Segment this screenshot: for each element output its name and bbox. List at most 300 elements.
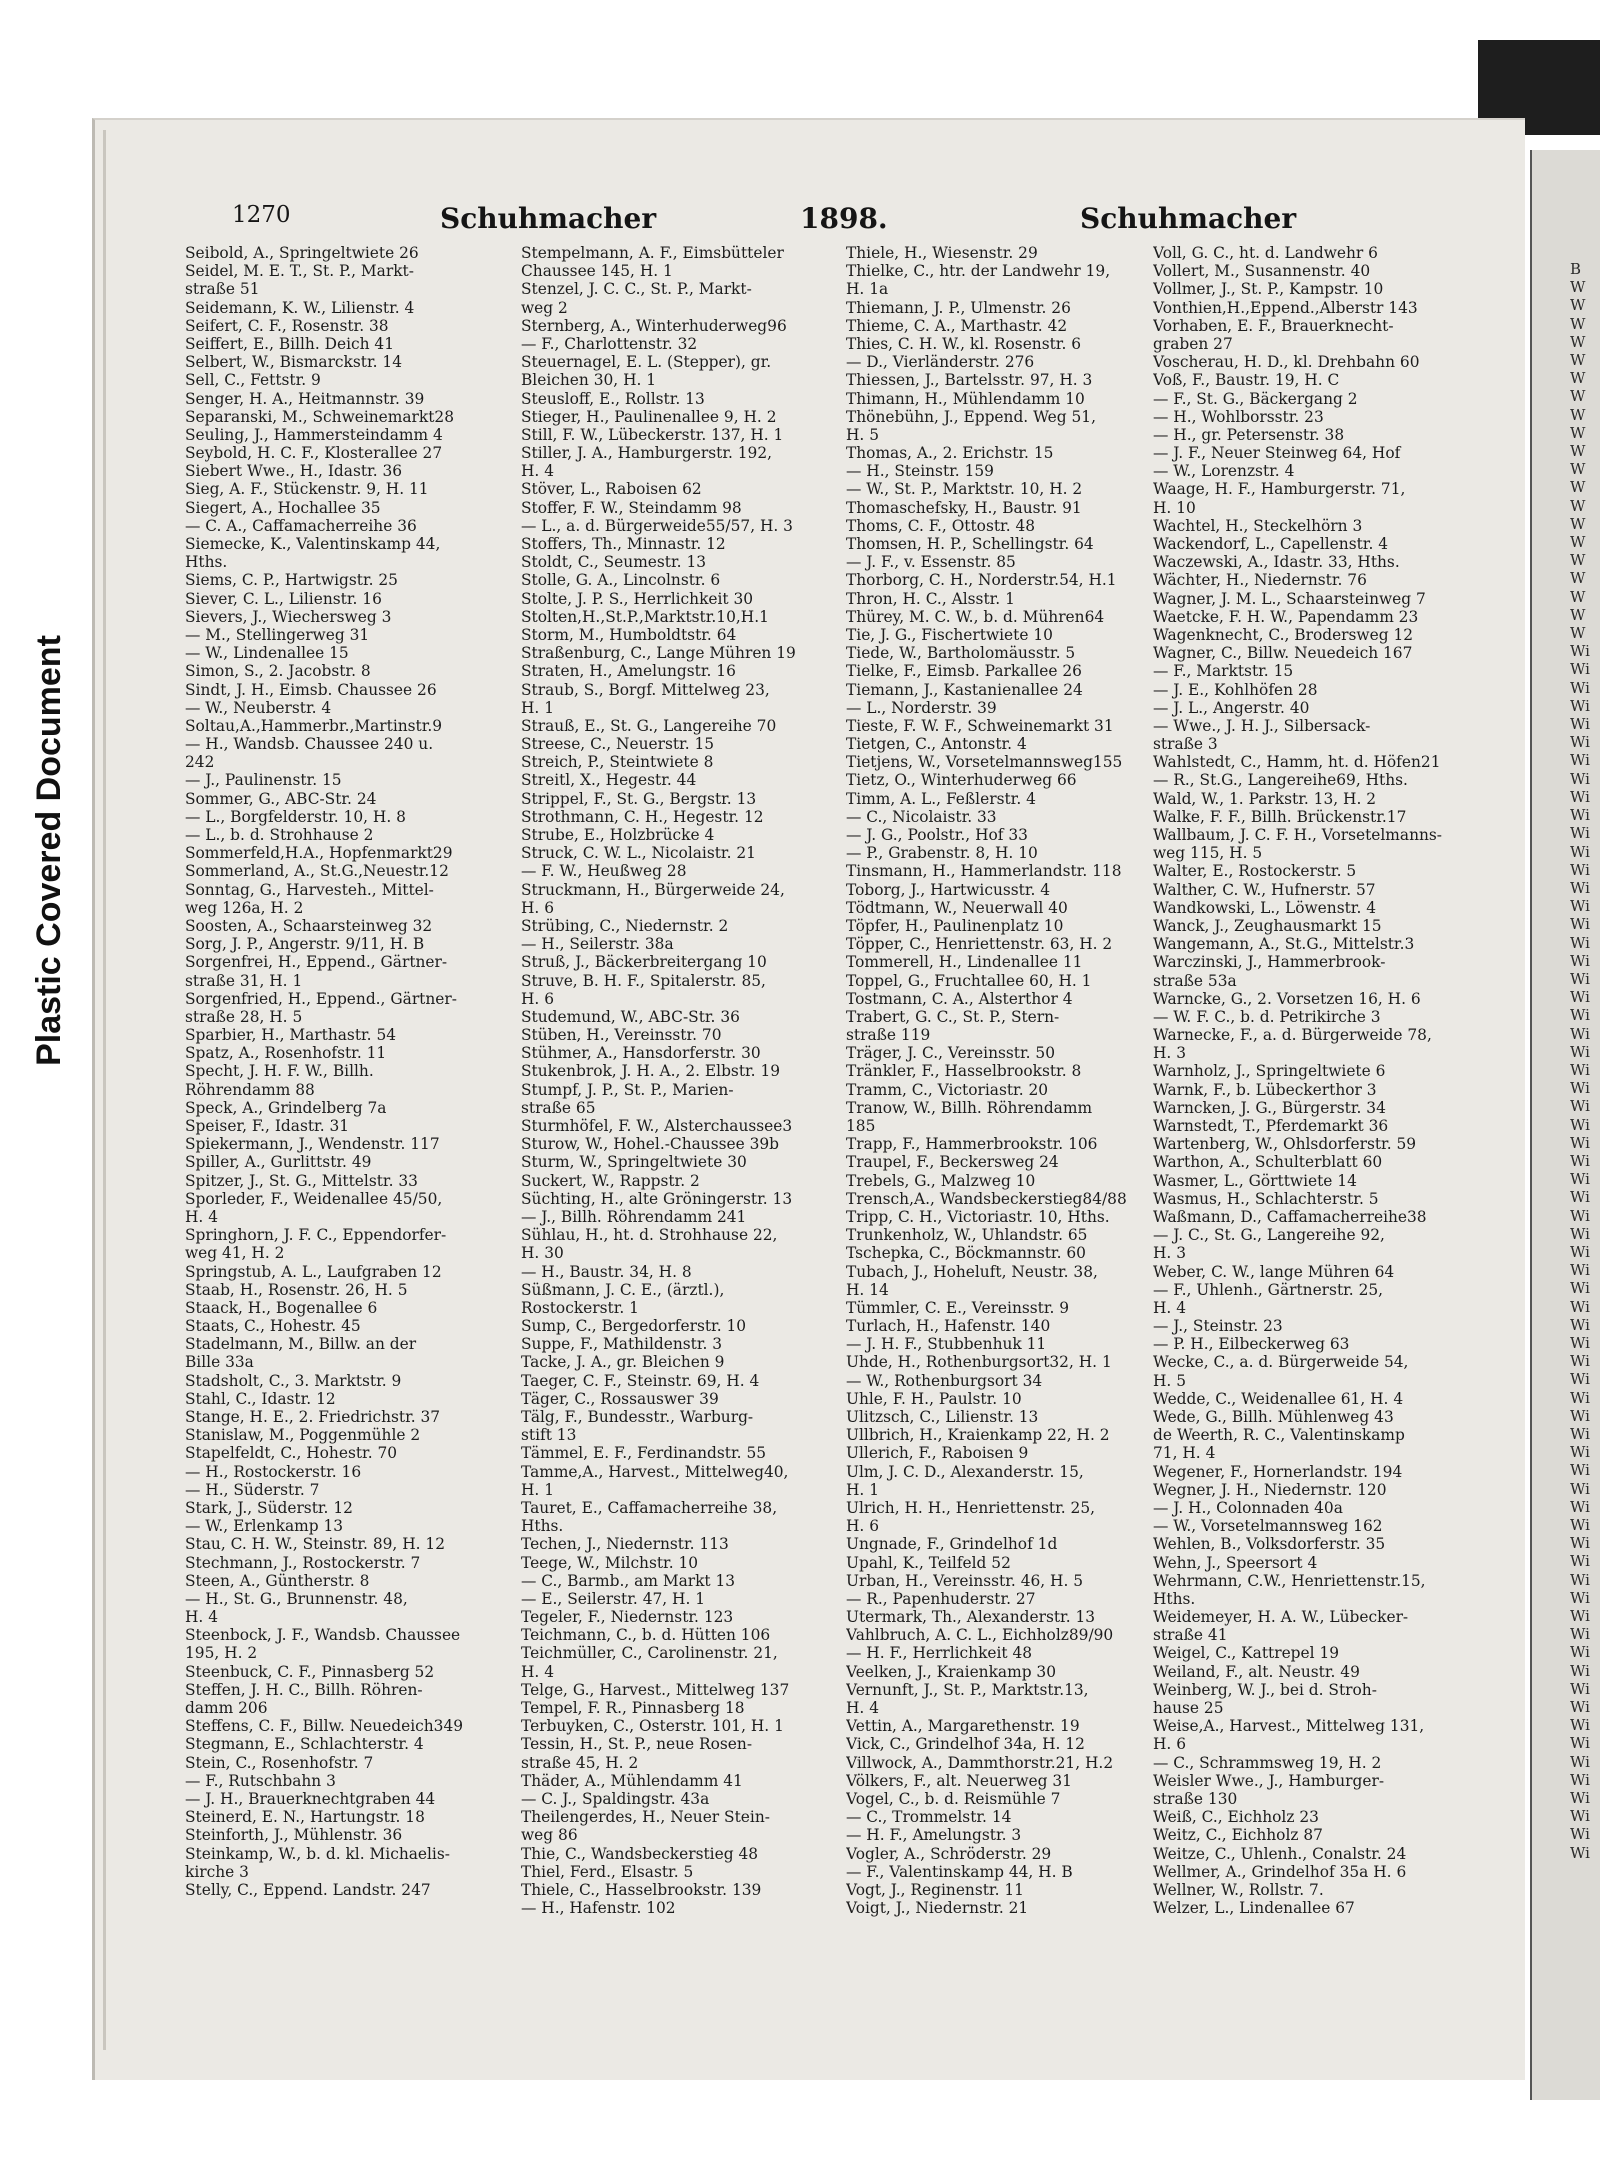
directory-entry-line: H. 4 [185, 1608, 218, 1627]
directory-entry-line: H. 4 [521, 1662, 554, 1681]
directory-entry-line: Stein, C., Rosenhofstr. 7 [185, 1753, 374, 1772]
directory-entry-line: Tämmel, E. F., Ferdinandstr. 55 [521, 1444, 767, 1463]
directory-entry-line: 242 [185, 753, 215, 772]
directory-entry-line: Tubach, J., Hoheluft, Neustr. 38, [846, 1262, 1098, 1281]
adjacent-page-fragment: Wi [1570, 1570, 1590, 1589]
directory-entry-line: — F., St. G., Bäckergang 2 [1153, 389, 1358, 408]
adjacent-page-fragment: Wi [1570, 787, 1590, 806]
directory-entry-line: Thönebühn, J., Eppend. Weg 51, [846, 407, 1096, 426]
entry-column-2 [521, 244, 881, 1917]
entry-column-1 [185, 244, 540, 1899]
directory-entry-line: — H., Süderstr. 7 [185, 1480, 320, 1499]
adjacent-page-fragment: W [1570, 369, 1586, 388]
directory-entry-line: Weigel, C., Kattrepel 19 [1153, 1644, 1340, 1663]
directory-entry-line: Stahl, C., Idastr. 12 [185, 1389, 336, 1408]
directory-entry-line: Villwock, A., Dammthorstr.21, H.2 [846, 1753, 1114, 1772]
directory-entry-line: Siebert Wwe., H., Idastr. 36 [185, 462, 403, 481]
directory-entry-line: — L., b. d. Strohhause 2 [185, 826, 374, 844]
directory-entry-line: Trabert, G. C., St. P., Stern- [846, 1007, 1060, 1026]
directory-entry-line: — H., Steinstr. 159 [846, 462, 994, 481]
adjacent-page-fragment: Wi [1570, 1388, 1590, 1407]
adjacent-page-fragment: Wi [1570, 1843, 1590, 1862]
directory-entry-line: — P. H., Eilbeckerweg 63 [1153, 1335, 1350, 1354]
directory-entry-line: Wegner, J. H., Niedernstr. 120 [1153, 1480, 1387, 1499]
adjacent-page-fragment: W [1570, 533, 1586, 552]
directory-entry-line: Warnk, F., b. Lübeckerthor 3 [1153, 1080, 1377, 1099]
directory-entry-line: Soosten, A., Schaarsteinweg 32 [185, 916, 433, 935]
adjacent-page-fragment: Wi [1570, 988, 1590, 1007]
directory-entry-line: straße 130 [1153, 1789, 1238, 1808]
directory-entry-line: Tessin, H., St. P., neue Rosen- [521, 1735, 753, 1754]
directory-entry-line: Tieste, F. W. F., Schweinemarkt 31 [846, 716, 1114, 735]
directory-entry-line: Bille 33a [185, 1353, 254, 1372]
directory-entry-line: — P., Grabenstr. 8, H. 10 [846, 844, 1038, 863]
adjacent-page-fragment: Wi [1570, 1097, 1590, 1116]
directory-entry-line: — W., Lindenallee 15 [185, 644, 349, 663]
directory-entry-line: straße 3 [1153, 735, 1218, 754]
directory-entry-line: Strübing, C., Niedernstr. 2 [521, 916, 729, 935]
adjacent-page-fragment: Wi [1570, 1006, 1590, 1025]
directory-entry-line: — H., Baustr. 34, H. 8 [521, 1262, 692, 1281]
directory-entry-line: Stiller, J. A., Hamburgerstr. 192, [521, 444, 773, 463]
directory-entry-line: H. 1 [521, 1480, 554, 1499]
directory-entry-line: Stühmer, A., Hansdorferstr. 30 [521, 1044, 761, 1063]
directory-entry-line: Tiemann, J., Kastanienallee 24 [846, 680, 1083, 699]
directory-entry-line: Vollmer, J., St. P., Kampstr. 10 [1153, 280, 1384, 299]
adjacent-page-fragment: Wi [1570, 1734, 1590, 1753]
directory-entry-line: Tietjens, W., Vorsetelmannsweg155 [846, 753, 1123, 772]
directory-entry-line: Senger, H. A., Heitmannstr. 39 [185, 389, 425, 408]
directory-entry-line: Stoldt, C., Seumestr. 13 [521, 553, 707, 572]
directory-entry-line: Tödtmann, W., Neuerwall 40 [846, 898, 1068, 917]
directory-entry-line: — H. F., Herrlichkeit 48 [846, 1644, 1033, 1663]
directory-entry-line: Wandkowski, L., Löwenstr. 4 [1153, 898, 1377, 917]
directory-entry-line: weg 41, H. 2 [185, 1244, 285, 1263]
directory-entry-line: Wehrmann, C.W., Henriettenstr.15, [1153, 1571, 1426, 1590]
directory-entry-line: Sommerland, A., St.G.,Neuestr.12 [185, 862, 449, 881]
directory-entry-line: Urban, H., Vereinsstr. 46, H. 5 [846, 1571, 1084, 1590]
directory-entry-line: Stoffer, F. W., Steindamm 98 [521, 498, 742, 517]
directory-entry-line: Straßenburg, C., Lange Mühren 19 [521, 644, 796, 663]
directory-entry-line: H. 3 [1153, 1044, 1186, 1063]
directory-entry-line: Storm, M., Humboldtstr. 64 [521, 625, 737, 644]
adjacent-page-fragment: B [1570, 260, 1582, 278]
directory-entry-line: Wallbaum, J. C. F. H., Vorsetelmanns- [1153, 826, 1442, 844]
directory-entry-line: — L., a. d. Bürgerweide55/57, H. 3 [521, 516, 793, 535]
directory-entry-line: Sorgenfrei, H., Eppend., Gärtner- [185, 953, 448, 972]
adjacent-page-fragment: Wi [1570, 1661, 1590, 1680]
directory-entry-line: Steenbuck, C. F., Pinnasberg 52 [185, 1662, 435, 1681]
directory-entry-line: — J., Steinstr. 23 [1153, 1317, 1283, 1336]
directory-entry-line: Staack, H., Bogenallee 6 [185, 1298, 378, 1317]
directory-entry-line: H. 5 [846, 425, 879, 444]
directory-entry-line: H. 1a [846, 280, 889, 299]
directory-entry-line: Thieme, C. A., Marthastr. 42 [846, 316, 1068, 335]
adjacent-page-fragment: Wi [1570, 1425, 1590, 1443]
directory-entry-line: 185 [846, 1117, 876, 1135]
directory-entry-line: Turlach, H., Hafenstr. 140 [846, 1317, 1051, 1336]
directory-entry-line: Teege, W., Milchstr. 10 [521, 1553, 699, 1572]
directory-entry-line: Uhle, F. H., Paulstr. 10 [846, 1389, 1022, 1408]
directory-entry-line: — H., Seilerstr. 38a [521, 935, 674, 954]
adjacent-page-fragment: Wi [1570, 878, 1590, 897]
directory-entry-line: Steffen, J. H. C., Billh. Röhren- [185, 1680, 423, 1699]
directory-entry-line: Tränkler, F., Hasselbrookstr. 8 [846, 1062, 1082, 1081]
directory-entry-line: — H., Wandsb. Chaussee 240 u. [185, 735, 434, 754]
directory-entry-line: Wehn, J., Speersort 4 [1153, 1553, 1318, 1572]
adjacent-page-fragment: Wi [1570, 969, 1590, 988]
directory-entry-line: Vogler, A., Schröderstr. 29 [846, 1844, 1052, 1863]
directory-entry-line: Wangemann, A., St.G., Mittelstr.3 [1153, 935, 1415, 954]
adjacent-page-fragment: Wi [1570, 897, 1590, 916]
directory-entry-line: Sturow, W., Hohel.-Chaussee 39b [521, 1135, 780, 1154]
directory-entry-line: Weiß, C., Eichholz 23 [1153, 1808, 1319, 1827]
directory-entry-line: Töpper, C., Henriettenstr. 63, H. 2 [846, 935, 1113, 954]
directory-entry-line: Wagenknecht, C., Brodersweg 12 [1153, 625, 1414, 644]
directory-entry-line: Töpfer, H., Paulinenplatz 10 [846, 916, 1064, 935]
directory-entry-line: Steinforth, J., Mühlenstr. 36 [185, 1826, 403, 1845]
adjacent-page-fragment: Wi [1570, 1807, 1590, 1826]
directory-entry-line: Seibold, A., Springeltwiete 26 [185, 244, 419, 262]
directory-entry-line: Siems, C. P., Hartwigstr. 25 [185, 571, 398, 590]
directory-entry-line: Ullbrich, H., Kraienkamp 22, H. 2 [846, 1426, 1110, 1445]
directory-entry-line: Warnholz, J., Springeltwiete 6 [1153, 1062, 1386, 1081]
directory-entry-line: Stumpf, J. P., St. P., Marien- [521, 1080, 734, 1099]
directory-entry-line: — J. L., Angerstr. 40 [1153, 698, 1310, 717]
adjacent-page-fragment: Wi [1570, 951, 1590, 970]
directory-entry-line: — R., Papenhuderstr. 27 [846, 1589, 1036, 1608]
directory-entry-line: Sturmhöfel, F. W., Alsterchaussee3 [521, 1117, 793, 1135]
directory-entry-line: Tostmann, C. A., Alsterthor 4 [846, 989, 1073, 1008]
directory-entry-line: Wahlstedt, C., Hamm, ht. d. Höfen21 [1153, 753, 1441, 772]
directory-entry-line: Sievers, J., Wiechersweg 3 [185, 607, 392, 626]
directory-entry-line: Stelly, C., Eppend. Landstr. 247 [185, 1880, 431, 1899]
directory-entry-line: Thiele, H., Wiesenstr. 29 [846, 244, 1038, 262]
directory-entry-line: — J., Paulinenstr. 15 [185, 771, 342, 790]
directory-entry-line: Waczewski, A., Idastr. 33, Hths. [1153, 553, 1400, 572]
directory-entry-line: — W., Rothenburgsort 34 [846, 1371, 1043, 1390]
adjacent-page-fragment: Wi [1570, 1133, 1590, 1152]
directory-entry-line: Süchting, H., alte Gröningerstr. 13 [521, 1189, 793, 1208]
adjacent-page-fragment: Wi [1570, 1206, 1590, 1225]
adjacent-page-fragment: Wi [1570, 1588, 1590, 1607]
directory-entry-line: Thiessen, J., Bartelsstr. 97, H. 3 [846, 371, 1093, 390]
directory-entry-line: Röhrendamm 88 [185, 1080, 315, 1099]
directory-entry-line: Wedde, C., Weidenallee 61, H. 4 [1153, 1389, 1404, 1408]
directory-entry-line: Tie, J. G., Fischertwiete 10 [846, 625, 1053, 644]
directory-entry-line: Stenzel, J. C. C., St. P., Markt- [521, 280, 752, 299]
directory-entry-line: Tielke, F., Eimsb. Parkallee 26 [846, 662, 1082, 681]
directory-entry-line: — W., Lorenzstr. 4 [1153, 462, 1295, 481]
directory-entry-line: Tramm, C., Victoriastr. 20 [846, 1080, 1049, 1099]
directory-entry-line: Ulitzsch, C., Lilienstr. 13 [846, 1408, 1039, 1426]
left-running-title: Schuhmacher [440, 202, 657, 235]
directory-entry-line: weg 115, H. 5 [1153, 844, 1263, 863]
directory-entry-line: Stange, H. E., 2. Friedrichstr. 37 [185, 1408, 441, 1426]
directory-entry-line: Thimann, H., Mühlendamm 10 [846, 389, 1085, 408]
directory-entry-line: Teichmüller, C., Carolinenstr. 21, [521, 1644, 778, 1663]
directory-entry-line: Wecke, C., a. d. Bürgerweide 54, [1153, 1353, 1409, 1372]
directory-entry-line: Tegeler, F., Niedernstr. 123 [521, 1608, 734, 1627]
directory-entry-line: Trebels, G., Malzweg 10 [846, 1171, 1036, 1190]
directory-entry-line: Waage, H. F., Hamburgerstr. 71, [1153, 480, 1406, 499]
adjacent-page-fragment: Wi [1570, 1242, 1590, 1261]
directory-entry-line: Stolte, J. P. S., Herrlichkeit 30 [521, 589, 754, 608]
directory-entry-line: Thron, H. C., Alsstr. 1 [846, 589, 1015, 608]
directory-entry-line: Sternberg, A., Winterhuderweg96 [521, 316, 787, 335]
directory-entry-line: Weisler Wwe., J., Hamburger- [1153, 1771, 1385, 1790]
directory-entry-line: — C. A., Caffamacherreihe 36 [185, 516, 417, 535]
directory-entry-line: Stempelmann, A. F., Eimsbütteler [521, 244, 784, 262]
directory-entry-line: straße 119 [846, 1026, 931, 1045]
directory-entry-line: Stadelmann, M., Billw. an der [185, 1335, 417, 1354]
directory-entry-line: Strippel, F., St. G., Bergstr. 13 [521, 789, 757, 808]
adjacent-page-fragment: W [1570, 587, 1586, 606]
directory-entry-line: Thie, C., Wandsbeckerstieg 48 [521, 1844, 759, 1863]
directory-entry-line: Trapp, F., Hammerbrookstr. 106 [846, 1135, 1098, 1154]
directory-entry-line: Chaussee 145, H. 1 [521, 262, 673, 281]
directory-entry-line: Tranow, W., Billh. Röhrendamm [846, 1098, 1093, 1117]
directory-entry-line: Rostockerstr. 1 [521, 1298, 639, 1317]
adjacent-page-fragment: W [1570, 569, 1586, 588]
directory-entry-line: H. 3 [1153, 1244, 1186, 1263]
entry-column-3 [846, 244, 1191, 1917]
directory-entry-line: Siemecke, K., Valentinskamp 44, [185, 535, 441, 553]
directory-entry-line: Wächter, H., Niedernstr. 76 [1153, 571, 1367, 590]
directory-entry-line: Weise,A., Harvest., Mittelweg 131, [1153, 1717, 1425, 1736]
directory-entry-line: Toppel, G., Fruchtallee 60, H. 1 [846, 971, 1092, 990]
directory-entry-line: Thorborg, C. H., Norderstr.54, H.1 [846, 571, 1117, 590]
directory-entry-line: — J. H. F., Stubbenhuk 11 [846, 1335, 1047, 1354]
directory-entry-line: Vick, C., Grindelhof 34a, H. 12 [846, 1735, 1085, 1754]
directory-entry-line: straße 31, H. 1 [185, 971, 303, 990]
directory-entry-line: Wellner, W., Rollstr. 7. [1153, 1880, 1324, 1899]
directory-entry-line: Seidemann, K. W., Lilienstr. 4 [185, 298, 415, 317]
directory-entry-line: Sieg, A. F., Stückenstr. 9, H. 11 [185, 480, 429, 499]
directory-entry-line: straße 51 [185, 280, 260, 299]
directory-entry-line: Weidemeyer, H. A. W., Lübecker- [1153, 1608, 1409, 1627]
adjacent-page-fragment: W [1570, 605, 1586, 624]
directory-entry-line: Weiland, F., alt. Neustr. 49 [1153, 1662, 1360, 1681]
directory-entry-line: Tschepka, C., Böckmannstr. 60 [846, 1244, 1086, 1263]
adjacent-page-fragment: Wi [1570, 642, 1590, 661]
directory-entry-line: Veelken, J., Kraienkamp 30 [846, 1662, 1057, 1681]
adjacent-page-fragment: Wi [1570, 860, 1590, 879]
directory-entry-line: Süßmann, J. C. E., (ärztl.), [521, 1280, 725, 1299]
directory-entry-line: Sorg, J. P., Angerstr. 9/11, H. B [185, 935, 425, 954]
directory-entry-line: de Weerth, R. C., Valentinskamp [1153, 1426, 1405, 1445]
plastic-covered-label: Plastic Covered Document [29, 634, 68, 1066]
directory-entry-line: Welzer, L., Lindenallee 67 [1153, 1899, 1355, 1918]
directory-entry-line: H. 6 [1153, 1735, 1186, 1754]
directory-entry-line: Wede, G., Billh. Mühlenweg 43 [1153, 1408, 1394, 1426]
directory-entry-line: Warncken, J. G., Bürgerstr. 34 [1153, 1098, 1386, 1117]
adjacent-page-fragment: Wi [1570, 1752, 1590, 1771]
directory-entry-line: Thiele, C., Hasselbrookstr. 139 [521, 1880, 762, 1899]
directory-entry-line: Struve, B. H. F., Spitalerstr. 85, [521, 971, 766, 990]
directory-entry-line: Wanck, J., Zeughausmarkt 15 [1153, 916, 1382, 935]
directory-entry-line: Wald, W., 1. Parkstr. 13, H. 2 [1153, 789, 1377, 808]
directory-entry-line: Siever, C. L., Lilienstr. 16 [185, 589, 382, 608]
adjacent-page-fragment: Wi [1570, 715, 1590, 734]
directory-entry-line: Sühlau, H., ht. d. Strohhause 22, [521, 1226, 778, 1245]
directory-entry-line: Thies, C. H. W., kl. Rosenstr. 6 [846, 334, 1082, 353]
directory-entry-line: Voscherau, H. D., kl. Drehbahn 60 [1153, 353, 1420, 372]
directory-entry-line: Sturm, W., Springeltwiete 30 [521, 1153, 747, 1172]
adjacent-page-fragment: W [1570, 478, 1586, 497]
adjacent-page-fragment: Wi [1570, 933, 1590, 952]
directory-entry-line: Spitzer, J., St. G., Mittelstr. 33 [185, 1171, 418, 1190]
adjacent-page-fragment: Wi [1570, 1643, 1590, 1662]
directory-entry-line: Walter, E., Rostockerstr. 5 [1153, 862, 1357, 881]
directory-entry-line: Thäder, A., Mühlendamm 41 [521, 1771, 743, 1790]
directory-entry-line: — H., St. G., Brunnenstr. 48, [185, 1589, 408, 1608]
adjacent-page-fragment: Wi [1570, 751, 1590, 770]
adjacent-page-fragment: W [1570, 387, 1586, 406]
directory-entry-line: Weber, C. W., lange Mühren 64 [1153, 1262, 1395, 1281]
directory-entry-line: Warczinski, J., Hammerbrook- [1153, 953, 1386, 972]
directory-entry-line: Sporleder, F., Weidenallee 45/50, [185, 1189, 443, 1208]
directory-entry-line: — F., Marktstr. 15 [1153, 662, 1294, 681]
directory-entry-line: H. 6 [521, 898, 554, 917]
directory-entry-line: Wagner, J. M. L., Schaarsteinweg 7 [1153, 589, 1426, 608]
directory-entry-line: — F. W., Heußweg 28 [521, 862, 687, 881]
directory-entry-line: H. 4 [521, 462, 554, 481]
adjacent-page-fragment: W [1570, 351, 1586, 370]
adjacent-page-fragment: W [1570, 551, 1586, 570]
directory-entry-line: Steuernagel, E. L. (Stepper), gr. [521, 353, 772, 372]
directory-entry-line: — W., St. P., Marktstr. 10, H. 2 [846, 480, 1083, 499]
directory-entry-line: Sommer, G., ABC-Str. 24 [185, 789, 377, 808]
directory-entry-line: Stukenbrok, J. H. A., 2. Elbstr. 19 [521, 1062, 781, 1081]
adjacent-page-fragment: Wi [1570, 1770, 1590, 1789]
directory-entry-line: Tietgen, C., Antonstr. 4 [846, 735, 1027, 754]
directory-entry-line: Tacke, J. A., gr. Bleichen 9 [521, 1353, 725, 1372]
directory-entry-line: Traupel, F., Beckersweg 24 [846, 1153, 1059, 1172]
directory-entry-line: Vahlbruch, A. C. L., Eichholz89/90 [846, 1626, 1114, 1645]
right-running-title: Schuhmacher [1080, 202, 1297, 235]
adjacent-page-fragment: W [1570, 314, 1586, 333]
directory-entry-line: Thiemann, J. P., Ulmenstr. 26 [846, 298, 1071, 317]
adjacent-page-fragment: W [1570, 423, 1586, 442]
directory-entry-line: weg 86 [521, 1826, 578, 1845]
adjacent-page-text [1570, 260, 1590, 1862]
directory-entry-line: Seybold, H. C. F., Klosterallee 27 [185, 444, 443, 463]
adjacent-page-fragment: Wi [1570, 824, 1590, 843]
directory-entry-line: Stau, C. H. W., Steinstr. 89, H. 12 [185, 1535, 445, 1554]
directory-entry-line: Warnstedt, T., Pferdemarkt 36 [1153, 1117, 1389, 1135]
directory-entry-line: — W. F. C., b. d. Petrikirche 3 [1153, 1007, 1381, 1026]
directory-entry-line: Ungnade, F., Grindelhof 1d [846, 1535, 1058, 1554]
directory-entry-line: — J. F., v. Essenstr. 85 [846, 553, 1016, 572]
directory-entry-line: — J. G., Poolstr., Hof 33 [846, 826, 1028, 844]
directory-entry-line: H. 6 [846, 1517, 879, 1536]
directory-entry-line: Struß, J., Bäckerbreitergang 10 [521, 953, 767, 972]
adjacent-page-fragment: Wi [1570, 733, 1590, 752]
directory-entry-line: Stolten,H.,St.P.,Marktstr.10,H.1 [521, 607, 769, 626]
directory-entry-line: — F., Valentinskamp 44, H. B [846, 1862, 1073, 1881]
adjacent-page-fragment: Wi [1570, 1115, 1590, 1134]
adjacent-page-fragment: Wi [1570, 806, 1590, 825]
directory-entry-line: Stoffers, Th., Minnastr. 12 [521, 535, 726, 553]
directory-entry-line: — H., Wohlborsstr. 23 [1153, 407, 1324, 426]
directory-entry-line: Trunkenholz, W., Uhlandstr. 65 [846, 1226, 1088, 1245]
directory-entry-line: Voß, F., Baustr. 19, H. C [1153, 371, 1340, 390]
directory-entry-line: Timm, A. L., Feßlerstr. 4 [846, 789, 1036, 808]
directory-entry-line: Tietz, O., Winterhuderweg 66 [846, 771, 1077, 790]
directory-entry-line: Spiekermann, J., Wendenstr. 117 [185, 1135, 440, 1154]
directory-entry-line: damm 206 [185, 1699, 268, 1717]
directory-entry-line: Tamme,A., Harvest., Mittelweg40, [521, 1462, 789, 1481]
adjacent-page-fragment: Wi [1570, 1534, 1590, 1553]
directory-entry-line: Weinberg, W. J., bei d. Stroh- [1153, 1680, 1377, 1699]
directory-entry-line: Simon, S., 2. Jacobstr. 8 [185, 662, 371, 681]
directory-entry-line: Struck, C. W. L., Nicolaistr. 21 [521, 844, 756, 863]
adjacent-page-fragment: Wi [1570, 1079, 1590, 1098]
directory-entry-line: Thomaschefsky, H., Baustr. 91 [846, 498, 1082, 517]
directory-entry-line: stift 13 [521, 1426, 577, 1445]
directory-entry-line: Suckert, W., Rappstr. 2 [521, 1171, 700, 1190]
directory-entry-line: hause 25 [1153, 1699, 1224, 1717]
directory-entry-line: Thoms, C. F., Ottostr. 48 [846, 516, 1036, 535]
directory-entry-line: Tempel, F. R., Pinnasberg 18 [521, 1699, 745, 1717]
directory-entry-line: Wellmer, A., Grindelhof 35a H. 6 [1153, 1862, 1407, 1881]
adjacent-page-fragment: W [1570, 278, 1586, 297]
directory-entry-line: Walke, F. F., Billh. Brückenstr.17 [1153, 807, 1407, 826]
adjacent-page-fragment: Wi [1570, 660, 1590, 679]
directory-entry-line: Seiffert, E., Billh. Deich 41 [185, 334, 395, 353]
directory-entry-line: Strube, E., Holzbrücke 4 [521, 826, 715, 844]
directory-entry-line: Stieger, H., Paulinenallee 9, H. 2 [521, 407, 777, 426]
directory-entry-line: Soltau,A.,Hammerbr.,Martinstr.9 [185, 716, 443, 735]
directory-entry-line: Streich, P., Steintwiete 8 [521, 753, 714, 772]
directory-entry-line: Strothmann, C. H., Hegestr. 12 [521, 807, 764, 826]
directory-entry-line: Steinerd, E. N., Hartungstr. 18 [185, 1808, 425, 1827]
directory-entry-line: Träger, J. C., Vereinsstr. 50 [846, 1044, 1055, 1063]
directory-entry-line: weg 126a, H. 2 [185, 898, 304, 917]
directory-entry-line: Stüben, H., Vereinsstr. 70 [521, 1026, 722, 1045]
directory-entry-line: Staats, C., Hohestr. 45 [185, 1317, 361, 1336]
adjacent-page-fragment: Wi [1570, 678, 1590, 697]
directory-entry-line: — W., Erlenkamp 13 [185, 1517, 344, 1536]
adjacent-page-fragment: Wi [1570, 1497, 1590, 1516]
directory-entry-line: Thiel, Ferd., Elsastr. 5 [521, 1862, 694, 1881]
directory-entry-line: Wagner, C., Billw. Neuedeich 167 [1153, 644, 1413, 663]
directory-entry-line: Stolle, G. A., Lincolnstr. 6 [521, 571, 721, 590]
directory-entry-line: Vollert, M., Susannenstr. 40 [1153, 262, 1371, 281]
directory-entry-line: Upahl, K., Teilfeld 52 [846, 1553, 1011, 1572]
adjacent-page-fragment: Wi [1570, 1315, 1590, 1334]
directory-entry-line: Vorhaben, E. F., Brauerknecht- [1153, 316, 1394, 335]
adjacent-page-fragment: Wi [1570, 1716, 1590, 1735]
directory-entry-line: Hths. [185, 553, 228, 572]
directory-entry-line: Bleichen 30, H. 1 [521, 371, 657, 390]
directory-entry-line: Springstub, A. L., Laufgraben 12 [185, 1262, 442, 1281]
directory-entry-line: Techen, J., Niedernstr. 113 [521, 1535, 729, 1554]
adjacent-page-fragment: W [1570, 514, 1586, 533]
directory-entry-line: Wartenberg, W., Ohlsdorferstr. 59 [1153, 1135, 1417, 1154]
directory-entry-line: Stark, J., Süderstr. 12 [185, 1498, 353, 1517]
directory-entry-line: Straub, S., Borgf. Mittelweg 23, [521, 680, 770, 699]
directory-entry-line: — J. H., Colonnaden 40a [1153, 1498, 1343, 1517]
directory-entry-line: Steen, A., Güntherstr. 8 [185, 1571, 370, 1590]
adjacent-page-fragment: Wi [1570, 769, 1590, 788]
directory-entry-line: Seuling, J., Hammersteindamm 4 [185, 425, 443, 444]
directory-entry-line: — F., Charlottenstr. 32 [521, 334, 698, 353]
directory-entry-line: Stegmann, E., Schlachterstr. 4 [185, 1735, 424, 1754]
adjacent-page-fragment: Wi [1570, 1261, 1590, 1280]
adjacent-page-fragment: Wi [1570, 842, 1590, 861]
